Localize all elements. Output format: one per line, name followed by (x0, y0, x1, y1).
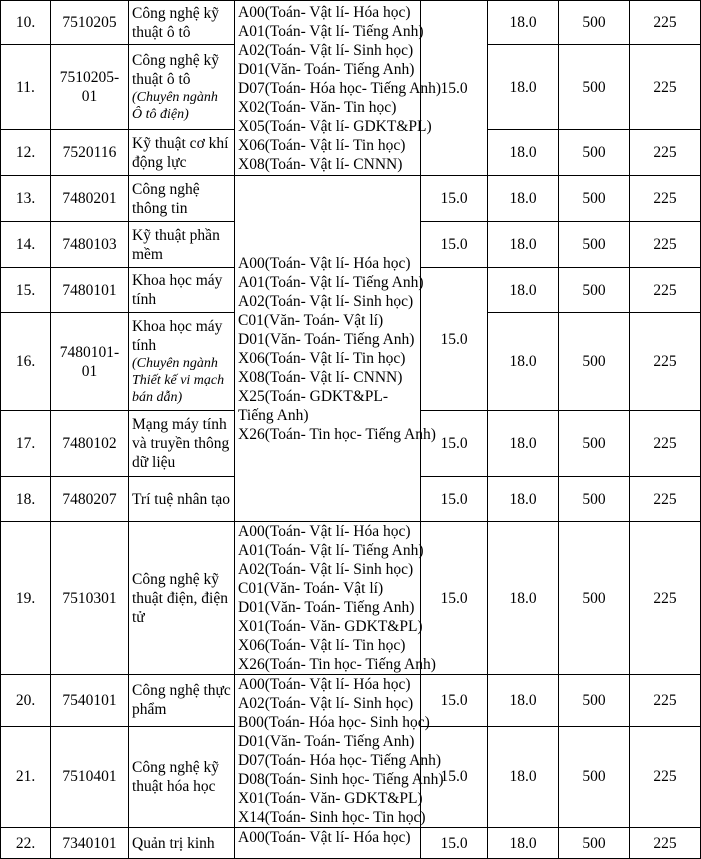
score-c: 225 (630, 222, 701, 268)
row-number: 22. (1, 828, 51, 859)
subject-combination: A00(Toán- Vật lí- Hóa học) (238, 3, 411, 21)
major-code: 7480103 (51, 222, 129, 268)
major-name: Kỹ thuật cơ khí động lực (132, 134, 229, 171)
major-code: 7480201 (51, 176, 129, 222)
subject-combinations (235, 176, 436, 522)
table-row (1, 522, 701, 675)
major-name-cell (129, 522, 235, 675)
subject-combination: B00(Toán- Hóa học- Sinh học) (238, 714, 430, 731)
major-name: Công nghệ kỹ thuật ô tô (132, 52, 219, 88)
score-b: 500 (559, 477, 630, 522)
score-b: 500 (559, 222, 630, 268)
score-c: 225 (630, 828, 701, 859)
score-b: 500 (559, 726, 630, 827)
score-a: 18.0 (488, 130, 559, 176)
major-code: 7480102 (51, 411, 129, 477)
row-number: 17. (1, 411, 51, 477)
major-name-cell (129, 675, 235, 727)
score-c: 225 (630, 176, 701, 222)
major-code: 7510205-01 (51, 45, 129, 130)
score-a: 18.0 (488, 411, 559, 477)
major-name: Khoa học máy tính (132, 318, 223, 354)
score-a: 18.0 (488, 45, 559, 130)
row-number: 13. (1, 176, 51, 222)
subject-combination: A02(Toán- Vật lí- Sinh học) (238, 561, 414, 578)
major-code: 7480101 (51, 268, 129, 313)
row-number: 18. (1, 477, 51, 522)
subject-combination: D07(Toán- Hóa học- Tiếng Anh) (238, 79, 441, 97)
table-row (1, 675, 701, 727)
subject-combination: D08(Toán- Sinh học- Tiếng Anh) (238, 771, 444, 788)
subject-combinations (235, 522, 436, 675)
major-name-cell (129, 313, 235, 411)
major-name-cell (129, 176, 235, 222)
minimum-score: 15.0 (421, 268, 488, 411)
row-number: 15. (1, 268, 51, 313)
score-a: 18.0 (488, 675, 559, 727)
major-name: Công nghệ kỹ thuật điện, điện tử (132, 570, 228, 626)
major-name: Công nghệ thông tin (132, 180, 200, 217)
subject-combination: A01(Toán- Vật lí- Tiếng Anh) (238, 22, 424, 40)
score-b: 500 (559, 675, 630, 727)
major-code: 7510301 (51, 522, 129, 675)
score-c: 225 (630, 522, 701, 675)
major-code: 7510205 (51, 1, 129, 45)
major-name: Kỹ thuật phần mềm (132, 226, 220, 263)
score-c: 225 (630, 45, 701, 130)
score-c: 225 (630, 477, 701, 522)
subject-combination: C01(Văn- Toán- Vật lí) (238, 580, 384, 597)
major-code: 7480101-01 (51, 313, 129, 411)
score-b: 500 (559, 176, 630, 222)
minimum-score: 15.0 (421, 675, 488, 727)
subject-combination: X01(Toán- Văn- GDKT&PL) (238, 618, 423, 635)
score-a: 18.0 (488, 1, 559, 45)
subject-combination: D01(Văn- Toán- Tiếng Anh) (238, 733, 415, 750)
score-a: 18.0 (488, 477, 559, 522)
table-row (1, 828, 701, 859)
major-code: 7540101 (51, 675, 129, 727)
score-b: 500 (559, 828, 630, 859)
subject-combination: D01(Văn- Toán- Tiếng Anh) (238, 599, 415, 616)
major-code: 7480207 (51, 477, 129, 522)
minimum-score: 15.0 (421, 726, 488, 827)
major-name-cell (129, 130, 235, 176)
row-number: 12. (1, 130, 51, 176)
subject-combination: A01(Toán- Vật lí- Tiếng Anh) (238, 542, 424, 559)
minimum-score: 15.0 (421, 1, 488, 176)
major-name: Mạng máy tính và truyền thông dữ liệu (132, 416, 230, 471)
minimum-score: 15.0 (421, 522, 488, 675)
score-b: 500 (559, 522, 630, 675)
subject-combination: A02(Toán- Vật lí- Sinh học) (238, 41, 414, 59)
major-name: Khoa học máy tính (132, 272, 223, 308)
subject-combination: D01(Văn- Toán- Tiếng Anh) (238, 330, 415, 348)
score-b: 500 (559, 313, 630, 411)
score-c: 225 (630, 130, 701, 176)
major-name-cell (129, 45, 235, 130)
score-c: 225 (630, 313, 701, 411)
major-code: 7520116 (51, 130, 129, 176)
row-number: 21. (1, 726, 51, 827)
score-a: 18.0 (488, 176, 559, 222)
major-name-cell (129, 222, 235, 268)
subject-combination: X08(Toán- Vật lí- CNNN) (238, 368, 403, 386)
major-name: Công nghệ thực phẩm (132, 682, 231, 719)
score-a: 18.0 (488, 522, 559, 675)
score-a: 18.0 (488, 828, 559, 859)
major-name: Quản trị kinh (132, 834, 215, 852)
score-b: 500 (559, 1, 630, 45)
minimum-score: 15.0 (421, 176, 488, 222)
major-name-cell (129, 726, 235, 827)
score-a: 18.0 (488, 726, 559, 827)
major-code: 7340101 (51, 828, 129, 859)
subject-combination: D07(Toán- Hóa học- Tiếng Anh) (238, 752, 441, 769)
subject-combination: A02(Toán- Vật lí- Sinh học) (238, 695, 414, 712)
score-a: 18.0 (488, 268, 559, 313)
subject-combinations (235, 1, 441, 176)
major-name: Công nghệ kỹ thuật hóa học (132, 758, 219, 795)
major-name-cell (129, 1, 235, 45)
subject-combination: C01(Văn- Toán- Vật lí) (238, 311, 384, 329)
subject-combination: A00(Toán- Vật lí- Hóa học) (238, 523, 411, 540)
subject-combination: A02(Toán- Vật lí- Sinh học) (238, 292, 414, 310)
score-c: 225 (630, 675, 701, 727)
subject-combinations (235, 828, 421, 859)
subject-combination: X01(Toán- Văn- GDKT&PL) (238, 790, 423, 807)
score-a: 18.0 (488, 222, 559, 268)
subject-combination: X26(Toán- Tin học- Tiếng Anh) (238, 425, 436, 443)
score-c: 225 (630, 411, 701, 477)
major-specialization: (Chuyên ngành Ô tô điện) (132, 90, 218, 122)
subject-combination: X14(Toán- Sinh học- Tin học) (238, 809, 426, 826)
subject-combination: A00(Toán- Vật lí- Hóa học) (238, 254, 411, 272)
subject-combination: X06(Toán- Vật lí- Tin học) (238, 349, 406, 367)
score-a: 18.0 (488, 313, 559, 411)
table-row (1, 176, 701, 222)
score-c: 225 (630, 268, 701, 313)
subject-combination: X25(Toán- GDKT&PL- Tiếng Anh) (238, 387, 389, 424)
row-number: 19. (1, 522, 51, 675)
subject-combination: X06(Toán- Vật lí- Tin học) (238, 136, 406, 154)
score-c: 225 (630, 726, 701, 827)
row-number: 11. (1, 45, 51, 130)
row-number: 20. (1, 675, 51, 727)
table-row (1, 1, 701, 45)
subject-combinations (235, 675, 444, 828)
score-c: 225 (630, 1, 701, 45)
major-code: 7510401 (51, 726, 129, 827)
major-name: Trí tuệ nhân tạo (132, 490, 231, 508)
minimum-score: 15.0 (421, 222, 488, 268)
subject-combination: A00(Toán- Vật lí- Hóa học) (238, 676, 411, 693)
score-b: 500 (559, 268, 630, 313)
major-specialization: (Chuyên ngành Thiết kế vi mạch bán dẫn) (132, 356, 225, 405)
major-name: Công nghệ kỹ thuật ô tô (132, 4, 219, 41)
subject-combination: A01(Toán- Vật lí- Tiếng Anh) (238, 273, 424, 291)
subject-combination: A00(Toán- Vật lí- Hóa học) (238, 829, 411, 846)
subject-combination: X06(Toán- Vật lí- Tin học) (238, 637, 406, 654)
row-number: 10. (1, 1, 51, 45)
subject-combination: X02(Toán- Văn- Tin học) (238, 98, 397, 116)
row-number: 16. (1, 313, 51, 411)
subject-combination: D01(Văn- Toán- Tiếng Anh) (238, 60, 415, 78)
minimum-score: 15.0 (421, 411, 488, 477)
score-b: 500 (559, 45, 630, 130)
major-name-cell (129, 411, 235, 477)
score-b: 500 (559, 130, 630, 176)
subject-combination: X26(Toán- Tin học- Tiếng Anh) (238, 656, 436, 673)
minimum-score: 15.0 (421, 828, 488, 859)
minimum-score: 15.0 (421, 477, 488, 522)
major-name-cell (129, 828, 235, 859)
major-name-cell (129, 268, 235, 313)
major-name-cell (129, 477, 235, 522)
subject-combination: X08(Toán- Vật lí- CNNN) (238, 155, 403, 173)
row-number: 14. (1, 222, 51, 268)
score-b: 500 (559, 411, 630, 477)
subject-combination: X05(Toán- Vật lí- GDKT&PL) (238, 117, 432, 135)
